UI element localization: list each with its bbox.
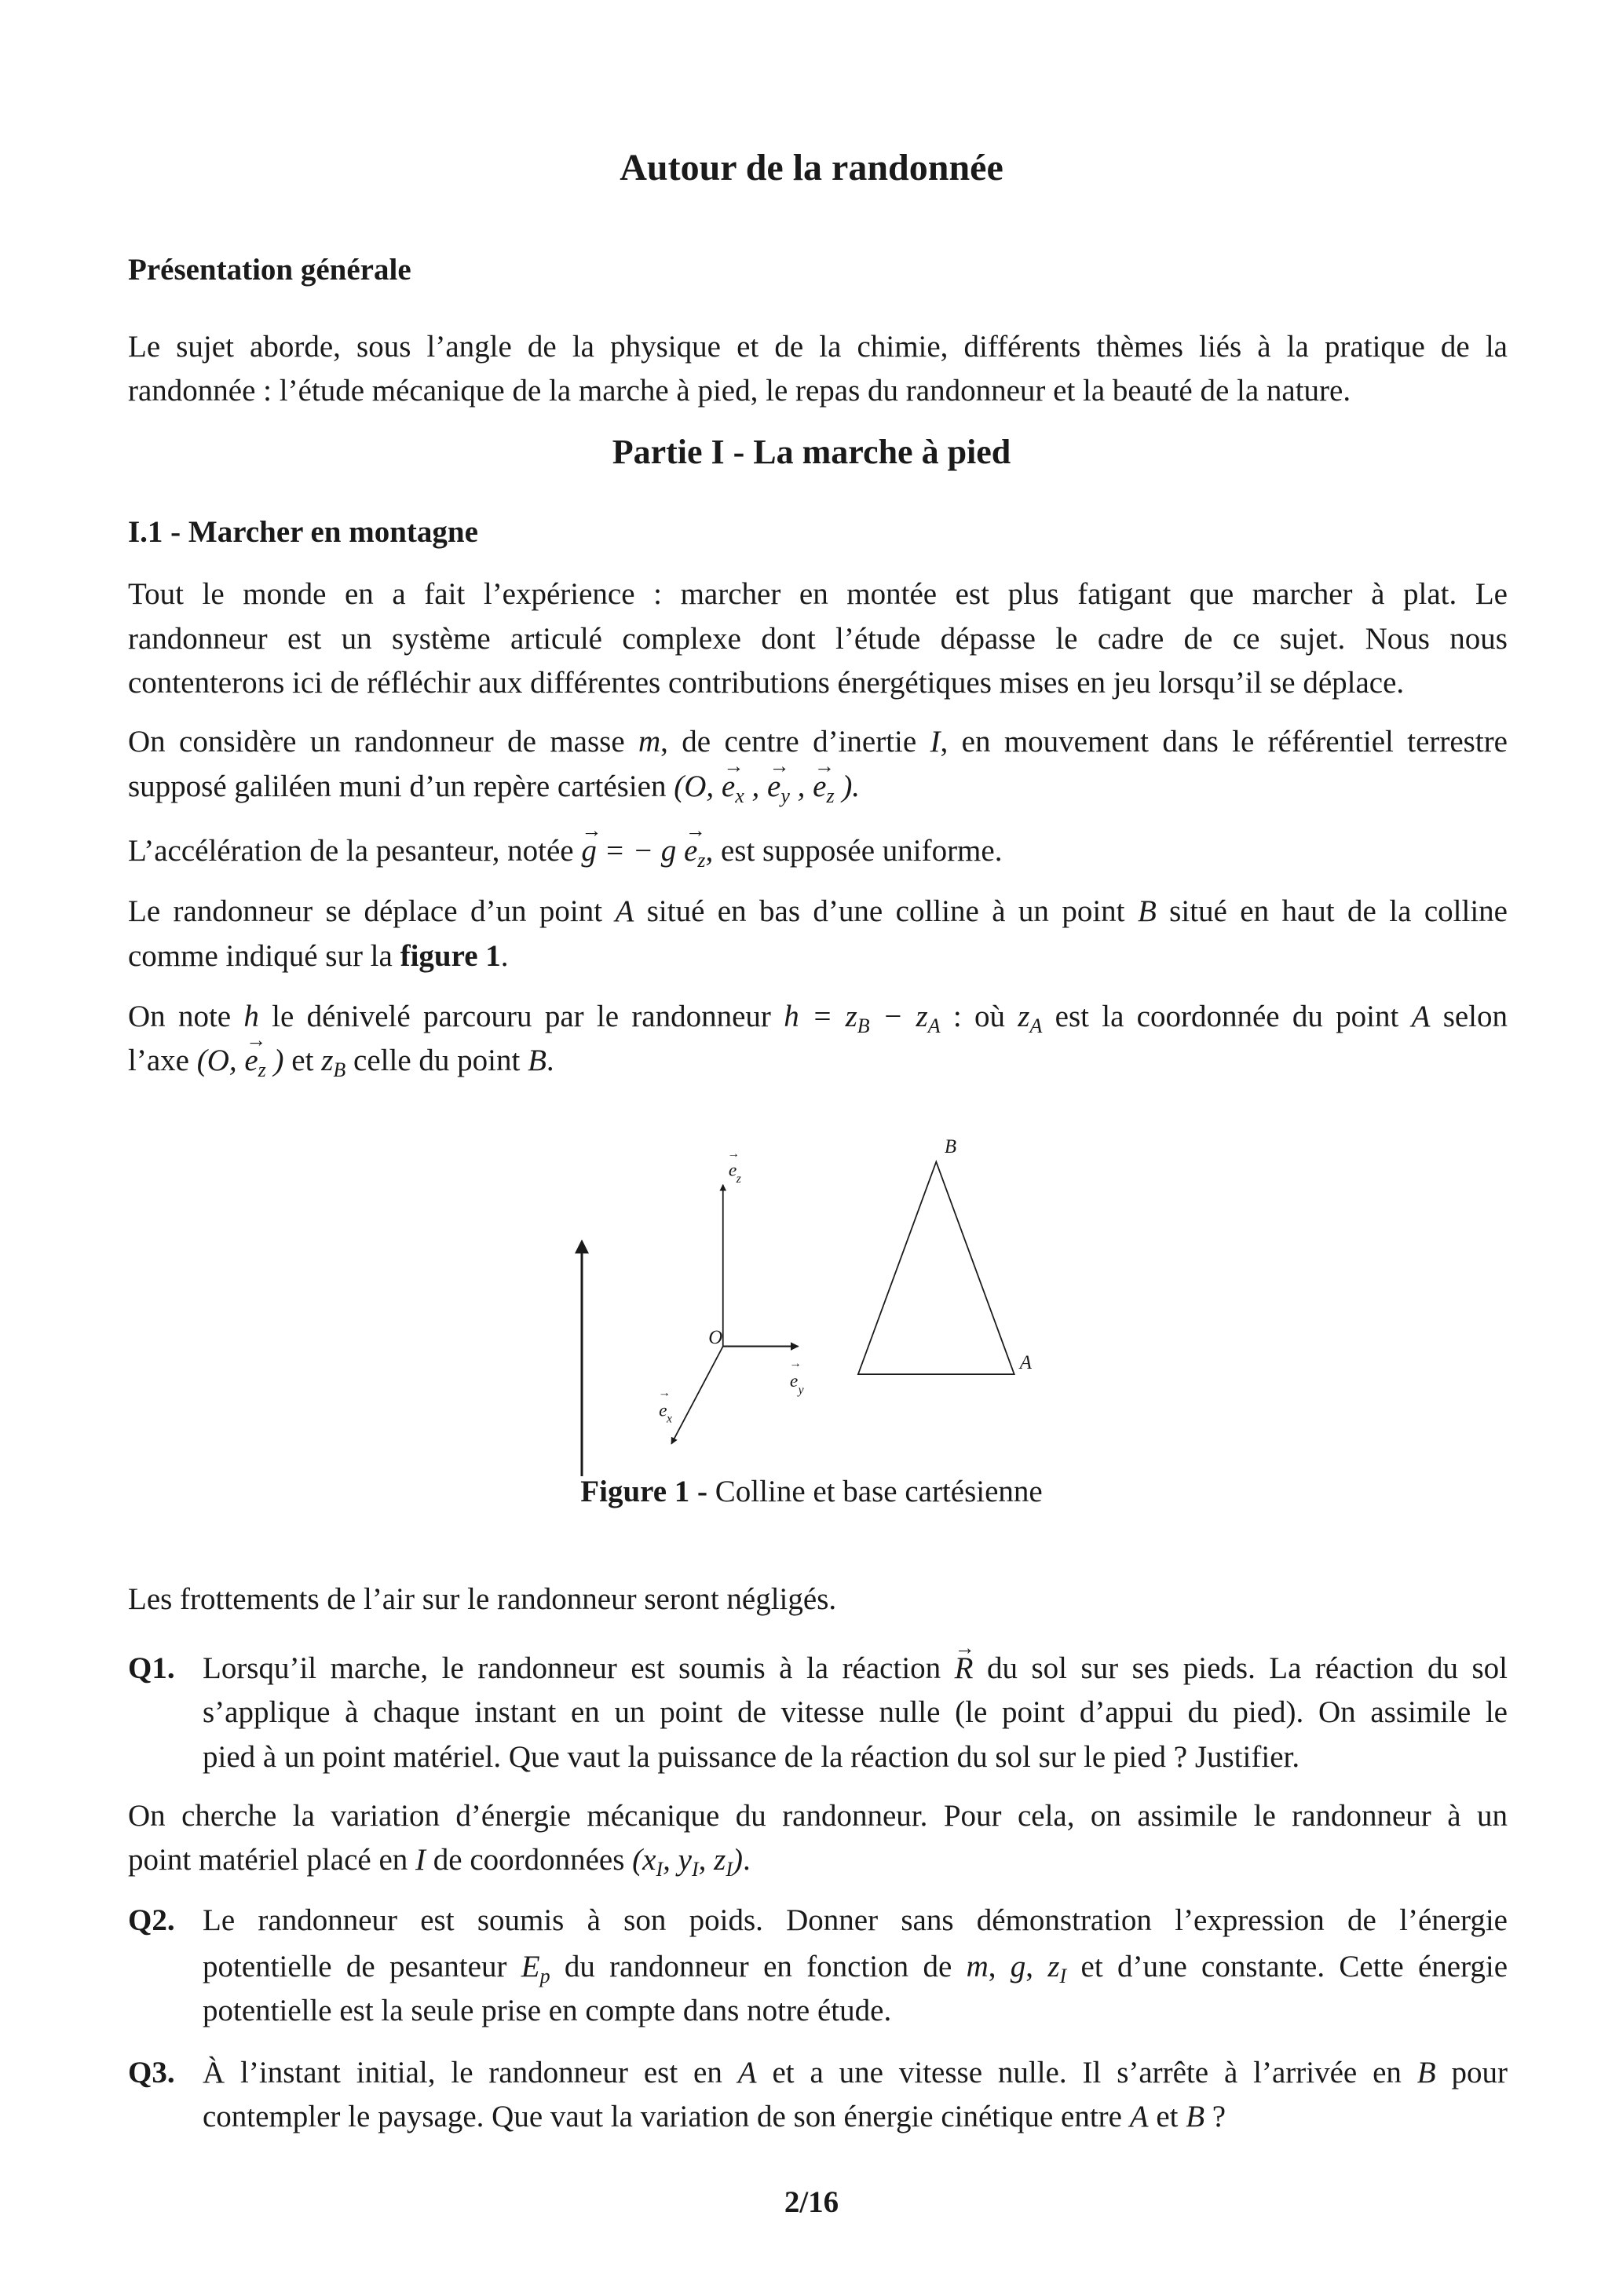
q1-line-3: pied à un point matériel. Que vaut la puissance de la réaction du sol sur le pied ? Justifier. [203, 1740, 1300, 1774]
axis-ex [671, 1347, 723, 1444]
q3-label: Q3. [128, 2056, 175, 2089]
figure-caption: Figure 1 - Colline et base cartésienne [580, 1475, 1043, 1508]
svg-text:→: → [658, 1386, 671, 1400]
svg-text:y: y [798, 1383, 804, 1397]
q3-line-1: À l’instant initial, le randonneur est en A et a une vitesse nulle. Il s’arrête à l’arrivée en B pour [203, 2056, 1508, 2089]
svg-text:e: e [659, 1400, 667, 1421]
page-number: 2/16 [784, 2185, 839, 2219]
intro-line-3: contenterons ici de réfléchir aux différentes contributions énergétiques mises en jeu lorsqu’il se déplace. [128, 666, 1405, 700]
denivele-line-1: On note h le dénivelé parcouru par le randonneur $h = z_B - z_A$ : où $z_A$ est la coordonnée du point A selon [128, 1000, 1508, 1037]
q1-line-1: Lorsqu’il marche, le randonneur est soumis à la réaction → R du sol sur ses pieds. La réaction du sol [203, 1650, 1508, 1687]
cherche-line-2: point matériel placé en I de coordonnées ($x_I$, $y_I$, $z_I$). [128, 1843, 751, 1881]
displacement-line-1: Le randonneur se déplace d’un point A situé en bas d’une colline à un point B situé en haut de la colline [128, 894, 1508, 928]
q1-label: Q1. [128, 1651, 175, 1685]
svg-text:→: → [789, 1357, 802, 1371]
svg-text:z: z [736, 1172, 741, 1186]
label-ex [658, 1386, 672, 1425]
q2-line-2: potentielle de pesanteur $E_p$ du randonneur en fonction de m, g, $z_I$ et d’une constante. Cette énergie [203, 1950, 1508, 1987]
svg-text:e: e [789, 1371, 799, 1392]
label-a: A [1019, 1352, 1032, 1374]
q2-label: Q2. [128, 1903, 175, 1937]
figure-1-scene [432, 1115, 1296, 1523]
intro-line-2: randonneur est un système articulé complexe dont l’étude dépasse le cadre de ce sujet. Nous nous [128, 622, 1508, 656]
q2-line-1: Le randonneur est soumis à son poids. Donner sans démonstration l’expression de l’énergie [203, 1903, 1508, 1937]
svg-text:→: → [727, 1146, 740, 1161]
hill-triangle [858, 1162, 1014, 1374]
frottements-line: Les frottements de l’air sur le randonneur seront négligés. [128, 1582, 837, 1616]
label-ez [727, 1147, 740, 1186]
q1-line-2: s’applique à chaque instant en un point de vitesse nulle (le point d’appui du pied). On assimile le [203, 1695, 1508, 1729]
presentation-heading: Présentation générale [128, 253, 411, 287]
denivele-line-2: l’axe (O, → $e_z$ ) et $z_B$ celle du point B. [128, 1042, 1508, 1080]
q3-line-2: contempler le paysage. Que vaut la variation de son énergie cinétique entre A et B ? [203, 2100, 1226, 2133]
q2-line-3: potentielle est la seule prise en compte dans notre étude. [203, 1994, 892, 2027]
cherche-line-1: On cherche la variation d’énergie mécanique du randonneur. Pour cela, on assimile le randonneur à un [128, 1799, 1508, 1833]
label-origin: O [708, 1327, 723, 1349]
presentation-line-1: Le sujet aborde, sous l’angle de la physique et de la chimie, différents thèmes liés à la pratique de la [128, 330, 1508, 364]
displacement-line-2: comme indiqué sur la figure 1. [128, 939, 509, 973]
considere-line-2: supposé galiléen muni d’un repère cartésien (O, → $e_x$ , → $e_y$ , → $e_z$ ). [128, 768, 1508, 806]
page-title: Autour de la randonnée [620, 147, 1003, 188]
label-b: B [944, 1135, 957, 1157]
gravity-line: L’accélération de la pesanteur, notée → g = − $g \to e_z$, est supposée uniforme. [128, 832, 1508, 870]
considere-line-1: On considère un randonneur de masse m, de centre d’inertie I, en mouvement dans le référentiel terrestre [128, 725, 1508, 759]
part-heading: Partie I - La marche à pied [612, 433, 1011, 471]
svg-text:e: e [728, 1160, 737, 1181]
intro-line-1: Tout le monde en a fait l’expérience : marcher en montée est plus fatigant que marcher à plat. Le [128, 577, 1508, 611]
svg-text:x: x [667, 1412, 672, 1426]
section-heading: I.1 - Marcher en montagne [128, 515, 478, 549]
presentation-line-2: randonnée : l’étude mécanique de la marche à pied, le repas du randonneur et la beauté de la nature. [128, 374, 1351, 408]
figure-reference[interactable]: figure 1 [400, 939, 501, 973]
label-ey [789, 1357, 803, 1397]
